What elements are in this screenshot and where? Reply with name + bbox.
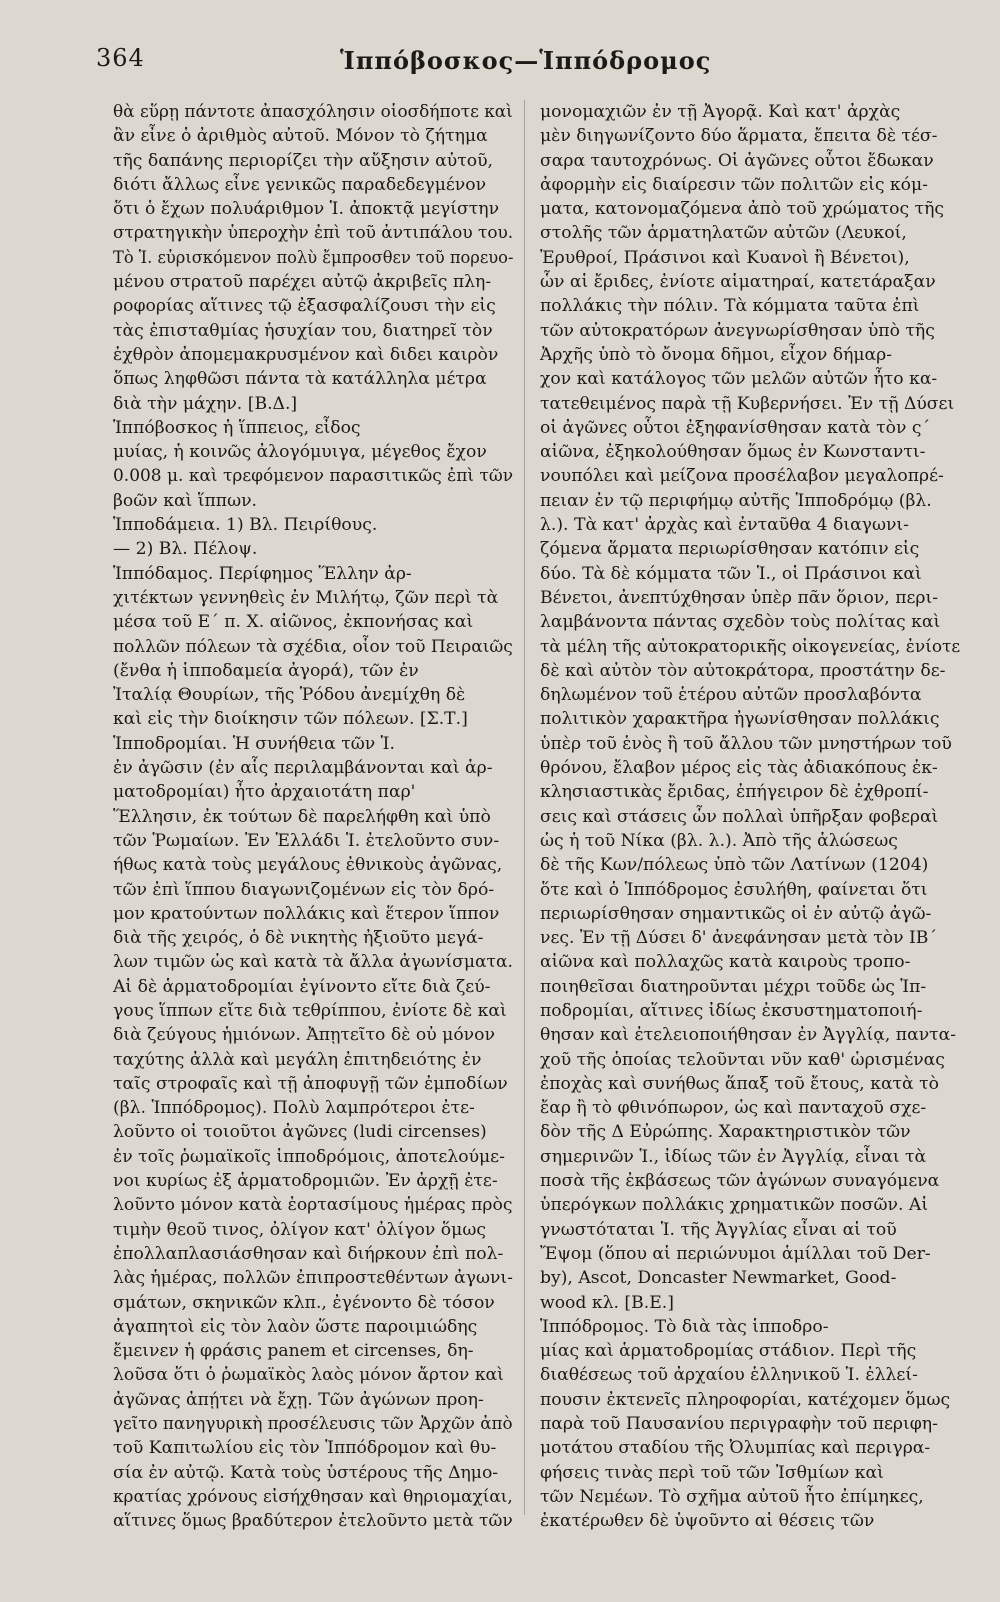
text-line: στολῆς τῶν ἁρματηλατῶν αὐτῶν (Λευκοί, [540,223,907,244]
text-line: τὰς ἐπισταθμίας ἡσυχίαν του, διατηρεῖ τὸν [113,320,493,341]
page-number: 364 [96,44,145,72]
text-line: Βένετοι, ἀνεπτύχθησαν ὑπὲρ πᾶν ὅριον, περι- [540,587,939,608]
text-line: ματα, κατονομαζόμενα ἀπὸ τοῦ χρώματος τῆς [540,199,945,220]
text-line: ταχύτης ἀλλὰ καὶ μεγάλη ἐπιτηδειότης ἐν [113,1049,482,1070]
text-line: ἔμεινεν ἡ φράσις panem et circenses, δη- [113,1341,474,1362]
text-line: νοι κυρίως ἐξ ἁρματοδρομιῶν. Ἐν ἀρχῇ ἐτε- [113,1171,498,1192]
text-line: πολιτικὸν χαρακτῆρα ἠγωνίσθησαν πολλάκις [540,709,940,730]
text-line: Ἕλλησιν, ἐκ τούτων δὲ παρελήφθη καὶ ὑπὸ [113,806,491,827]
text-line: σημερινῶν Ἱ., ἰδίως τῶν ἐν Ἀγγλίᾳ, εἶναι τὰ [540,1146,927,1167]
text-line: διότι ἄλλως εἶνε γενικῶς παραδεδεγμένον [113,174,487,195]
text-line: τῶν Νεμέων. Τὸ σχῆμα αὐτοῦ ἦτο ἐπίμηκες, [540,1486,924,1507]
text-line: Ἱπποδρομίαι. Ἡ συνήθεια τῶν Ἱ. [113,733,395,754]
text-line: Ἀρχῆς ὑπὸ τὸ ὄνομα δῆμοι, εἶχον δήμαρ- [540,344,893,365]
text-line: Ἱππόβοσκος ἡ ἵππειος, εἶδος [113,417,361,438]
text-line: ὡς ἡ τοῦ Νίκα (βλ. λ.). Ἀπὸ τῆς ἁλώσεως [540,830,898,851]
text-line: πειαν ἐν τῷ περιφήμῳ αὐτῆς Ἱπποδρόμῳ (βλ. [540,490,932,511]
text-line: ἀγαπητοὶ εἰς τὸν λαὸν ὥστε παροιμιώδης [113,1316,478,1337]
text-line: Τὸ Ἱ. εὑρισκόμενον πολὺ ἔμπροσθεν τοῦ πορευο- [113,247,514,268]
text-line: ὧν αἱ ἔριδες, ἐνίοτε αἱματηραί, κατετάραξαν [540,272,936,293]
text-line: μον κρατούντων πολλάκις καὶ ἕτερον ἵππον [113,903,500,924]
text-line: λων τιμῶν ὡς καὶ κατὰ τὰ ἄλλα ἀγωνίσματα. [113,952,513,973]
text-line: πουσιν ἐκτενεῖς πληροφορίαι, κατέχομεν ὅμως [540,1389,951,1410]
text-line: νες. Ἐν τῇ Δύσει δ' ἀνεφάνησαν μετὰ τὸν ΙΒ΄ [540,928,938,949]
text-line: ποιηθεῖσαι διατηροῦνται μέχρι τοῦδε ὡς Ἱπ- [540,976,927,997]
text-line: δὸν τῆς Δ Εὐρώπης. Χαρακτηριστικὸν τῶν [540,1122,911,1143]
text-line: κρατίας χρόνους εἰσήχθησαν καὶ θηριομαχίαι, [113,1486,513,1507]
text-line: τῶν αὐτοκρατόρων ἀνεγνωρίσθησαν ὑπὸ τῆς [540,320,935,341]
text-line: τατεθειμένος παρὰ τῇ Κυβερνήσει. Ἐν τῇ Δύσει [540,393,955,414]
text-line: μονομαχιῶν ἐν τῇ Ἀγορᾷ. Καὶ κατ' ἀρχὰς [540,102,901,122]
text-line: σμάτων, σκηνικῶν κλπ., ἐγένοντο δὲ τόσον [113,1292,495,1313]
text-line: ζόμενα ἅρματα περιωρίσθησαν κατόπιν εἰς [540,539,920,560]
text-line: τὰ μέλη τῆς αὐτοκρατορικῆς οἰκογενείας, ἐνίοτε [540,636,961,657]
column-divider [524,100,525,1515]
text-line: πολλῶν πόλεων τὰ σχέδια, οἷον τοῦ Πειραιῶς [113,636,513,657]
text-line: ροφορίας αἵτινες τῷ ἐξασφαλίζουσι τὴν εἰς [113,296,496,317]
text-line: Ἱπποδάμεια. 1) Βλ. Πειρίθους. [113,515,378,536]
text-line: τοῦ Καπιτωλίου εἰς τὸν Ἱππόδρομον καὶ θυ- [113,1438,497,1459]
text-line: σία ἐν αὐτῷ. Κατὰ τοὺς ὑστέρους τῆς Δημο- [113,1462,499,1483]
text-line: ὑπὲρ τοῦ ἑνὸς ἢ τοῦ ἄλλου τῶν μνηστήρων τοῦ [540,733,952,754]
text-line: ἂν εἶνε ὁ ἀριθμὸς αὐτοῦ. Μόνον τὸ ζήτημα [113,126,488,147]
text-line: — 2) Βλ. Πέλοψ. [113,539,258,560]
text-line: ταῖς στροφαῖς καὶ τῇ ἀποφυγῇ τῶν ἐμποδίων [113,1073,508,1094]
text-line: ἐπολλαπλασιάσθησαν καὶ διήρκουν ἐπὶ πολ- [113,1243,504,1264]
text-line: (ἔνθα ἡ ἱπποδαμεία ἀγορά), τῶν ἐν [113,660,419,681]
text-line: γους ἵππων εἴτε διὰ τεθρίππου, ἐνίοτε δὲ καὶ [113,1000,507,1021]
text-line: ἐχθρὸν ἀπομεμακρυσμένον καὶ διδει καιρὸν [113,344,499,365]
text-line: ματοδρομίαι) ἦτο ἀρχαιοτάτη παρ' [113,782,416,803]
text-line: by), Ascot, Doncaster Newmarket, Good- [540,1268,897,1289]
text-line: ἀγῶνας ἀπῄτει νὰ ἔχῃ. Τῶν ἀγώνων προη- [113,1389,484,1410]
text-line: διὰ τὴν μάχην. [Β.Δ.] [113,393,298,414]
text-line: ἔαρ ἢ τὸ φθινόπωρον, ὡς καὶ πανταχοῦ σχε- [540,1098,927,1119]
text-line: μέσα τοῦ Ε΄ π. Χ. αἰῶνος, ἐκπονήσας καὶ [113,612,474,633]
text-line: τῶν ἐπὶ ἵππου διαγωνιζομένων εἰς τὸν δρό- [113,879,495,900]
text-line: λοῦντο μόνον κατὰ ἑορτασίμους ἡμέρας πρὸς [113,1195,513,1216]
text-line: ἐν τοῖς ῥωμαϊκοῖς ἱπποδρόμοις, ἀποτελούμε- [113,1146,505,1167]
text-line: λὰς ἡμέρας, πολλῶν ἐπιπροστεθέντων ἀγωνι- [113,1268,513,1289]
text-line: βοῶν καὶ ἵππων. [113,490,258,511]
text-line: σεις καὶ στάσεις ὧν πολλαὶ ὑπῆρξαν φοβεραὶ [540,806,939,827]
text-line: 0.008 μ. καὶ τρεφόμενον παρασιτικῶς ἐπὶ τῶν [113,466,514,487]
text-line: δὲ καὶ αὐτὸν τὸν αὐτοκράτορα, προστάτην δε- [540,660,946,681]
text-line: ήθως κατὰ τοὺς μεγάλους ἐθνικοὺς ἀγῶνας, [113,855,503,876]
text-line: τῆς δαπάνης περιορίζει τὴν αὔξησιν αὐτοῦ, [113,150,493,171]
text-line: ἐποχὰς καὶ συνήθως ἅπαξ τοῦ ἔτους, κατὰ τὸ [540,1073,939,1094]
text-line: ὅτε καὶ ὁ Ἱππόδρομος ἐσυλήθη, φαίνεται ὅτι [540,879,928,900]
text-line: λ.). Τὰ κατ' ἀρχὰς καὶ ἐνταῦθα 4 διαγωνι- [540,515,909,536]
text-line: μοτάτου σταδίου τῆς Ὀλυμπίας καὶ περιγρα- [540,1438,931,1459]
text-line: χον καὶ κατάλογος τῶν μελῶν αὐτῶν ἦτο κα- [540,369,938,390]
text-line: Ἱππόδρομος. Τὸ διὰ τὰς ἱπποδρο- [540,1316,829,1337]
text-line: οἱ ἀγῶνες οὗτοι ἐξηφανίσθησαν κατὰ τὸν ς΄ [540,417,931,438]
text-line: Ἔψομ (ὅπου αἱ περιώνυμοι ἁμίλλαι τοῦ Der- [540,1243,931,1264]
text-line: μὲν διηγωνίζοντο δύο ἅρματα, ἔπειτα δὲ τέσ- [540,126,938,147]
text-line: ἐν ἀγῶσιν (ἐν αἷς περιλαμβάνονται καὶ ἁρ- [113,758,493,779]
text-line: δὲ τῆς Κων/πόλεως ὑπὸ τῶν Λατίνων (1204) [540,855,929,876]
running-head: Ἱππόβοσκος—Ἱππόδρομος [340,46,712,75]
text-line: μένου στρατοῦ παρέχει αὐτῷ ἀκριβεῖς πλη- [113,272,492,293]
text-line: δύο. Τὰ δὲ κόμματα τῶν Ἱ., οἱ Πράσινοι καὶ [540,563,922,584]
text-line: λαμβάνοντα πάντας σχεδὸν τοὺς πολίτας καὶ [540,612,941,633]
text-line: τῶν Ῥωμαίων. Ἐν Ἑλλάδι Ἱ. ἐτελοῦντο συν- [113,830,500,851]
text-line: διὰ τῆς χειρός, ὁ δὲ νικητὴς ἠξιοῦτο μεγά- [113,928,484,949]
text-line: Ἐρυθροί, Πράσινοι καὶ Κυανοὶ ἢ Βένετοι), [540,247,910,268]
text-line: Αἱ δὲ ἁρματοδρομίαι ἐγίνοντο εἴτε διὰ ζεύ- [113,976,491,997]
text-line: περιωρίσθησαν σημαντικῶς οἱ ἐν αὐτῷ ἀγῶ- [540,903,932,924]
text-line: ἀφορμὴν εἰς διαίρεσιν τῶν πολιτῶν εἰς κόμ- [540,174,928,195]
text-line: χοῦ τῆς ὁποίας τελοῦνται νῦν καθ' ὡρισμένας [540,1049,945,1070]
text-line: (βλ. Ἱππόδρομος). Πολὺ λαμπρότεροι ἐτε- [113,1098,475,1119]
text-line: ἐκατέρωθεν δὲ ὑψοῦντο αἱ θέσεις τῶν [540,1511,875,1532]
text-line: χιτέκτων γεννηθεὶς ἐν Μιλήτῳ, ζῶν περὶ τὰ [113,587,499,608]
text-line: διαθέσεως τοῦ ἀρχαίου ἑλληνικοῦ Ἱ. ἐλλεί- [540,1365,918,1386]
text-line: ὑπερόγκων πολλάκις χρηματικῶν ποσῶν. Αἱ [540,1195,929,1216]
text-line: καὶ εἰς τὴν διοίκησιν τῶν πόλεων. [Σ.Τ.] [113,709,468,730]
text-line: τιμὴν θεοῦ τινος, ὀλίγον κατ' ὀλίγον ὅμως [113,1219,486,1240]
text-line: φήσεις τινὰς περὶ τοῦ τῶν Ἰσθμίων καὶ [540,1462,884,1483]
text-line: Ἱππόδαμος. Περίφημος Ἕλλην ἀρ- [113,563,412,584]
text-line: σαρα ταυτοχρόνως. Οἱ ἀγῶνες οὗτοι ἔδωκαν [540,150,934,171]
text-line: λοῦσα ὅτι ὁ ῥωμαϊκὸς λαὸς μόνον ἄρτον καὶ [113,1365,504,1386]
page-header [90,44,940,84]
text-line: ποσὰ τῆς ἐκβάσεως τῶν ἀγώνων συναγόμενα [540,1171,940,1192]
text-line: θησαν καὶ ἐτελειοποιήθησαν ἐν Ἀγγλίᾳ, παντα- [540,1025,957,1046]
text-line: θρόνου, ἔλαβον μέρος εἰς τὰς ἀδιακόπους ἐκ- [540,758,938,779]
text-line: ὅτι ὁ ἔχων πολυάριθμον Ἱ. ἀποκτᾷ μεγίστην [113,199,500,220]
left-text-column [113,100,513,1534]
text-line: αἰῶνα καὶ πολλαχῶς κατὰ καιροὺς τροπο- [540,952,911,973]
text-line: αἰῶνα, ἐξηκολούθησαν ὅμως ἐν Κωνσταντι- [540,442,926,463]
text-line: γεῖτο πανηγυρικὴ προσέλευσις τῶν Ἀρχῶν ἀπὸ [113,1414,513,1435]
text-line: πολλάκις τὴν πόλιν. Τὰ κόμματα ταῦτα ἐπὶ [540,296,920,317]
text-line: κλησιαστικὰς ἔριδας, ἐπήγειρον δὲ ἐχθροπί- [540,782,929,803]
text-line: αἵτινες ὅμως βραδύτερον ἐτελοῦντο μετὰ τῶν [113,1511,513,1532]
text-line: Ἰταλίᾳ Θουρίων, τῆς Ῥόδου ἀνεμίχθη δὲ [113,685,466,706]
text-line: παρὰ τοῦ Παυσανίου περιγραφὴν τοῦ περιφη- [540,1414,938,1435]
right-text-column [540,100,960,1534]
text-line: διὰ ζεύγους ἡμιόνων. Ἀπῃτεῖτο δὲ οὐ μόνον [113,1025,495,1046]
text-line: νουπόλει καὶ μείζονα προσέλαβον μεγαλοπρέ- [540,466,944,487]
text-line: μυίας, ἡ κοινῶς ἀλογόμυιγα, μέγεθος ἔχον [113,442,487,463]
text-line: λοῦντο οἱ τοιοῦτοι ἀγῶνες (ludi circenses) [113,1122,487,1143]
text-line: wood κλ. [Β.Ε.] [540,1292,674,1313]
text-line: ὅπως ληφθῶσι πάντα τὰ κατάλληλα μέτρα [113,369,487,390]
text-line: γνωστόταται Ἱ. τῆς Ἀγγλίας εἶναι αἱ τοῦ [540,1219,897,1240]
text-line: δηλωμένον τοῦ ἑτέρου αὐτῶν προσλαβόντα [540,685,922,706]
text-line: στρατηγικὴν ὑπεροχὴν ἐπὶ τοῦ ἀντιπάλου του. [113,223,514,244]
text-line: ποδρομίαι, αἵτινες ἰδίως ἐκσυστηματοποιή- [540,1000,923,1021]
text-line: θὰ εὕρῃ πάντοτε ἀπασχόλησιν οἱοσδήποτε καὶ [113,102,513,122]
text-line: μίας καὶ ἁρματοδρομίας στάδιον. Περὶ τῆς [540,1341,917,1362]
